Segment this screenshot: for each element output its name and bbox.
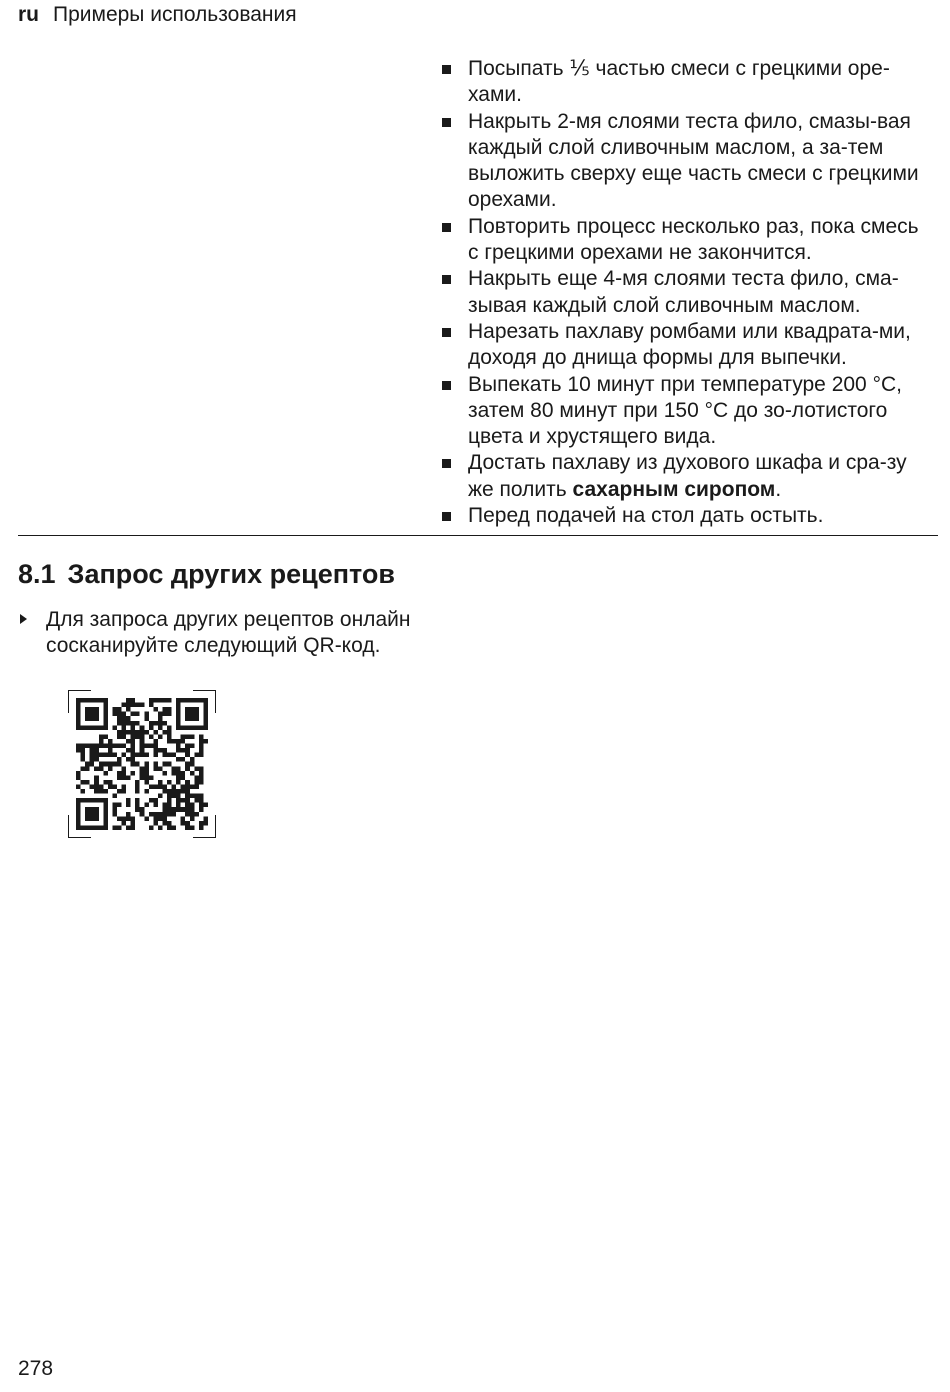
list-item	[440, 56, 930, 109]
step-text: Выпекать 10 минут при температуре 200 °C, затем 80 минут при 150 °C до зо-лотистого цвета и хрустящего вида.	[468, 372, 902, 449]
list-item	[440, 214, 930, 267]
list-item	[440, 450, 930, 503]
step-text: Повторить процесс несколько раз, пока смесь с грецкими орехами не закончится.	[468, 214, 919, 265]
chapter-title: Примеры использования	[53, 3, 297, 26]
recipe-steps-list	[440, 56, 930, 529]
instruction-step	[18, 607, 458, 660]
square-bullet-icon	[442, 512, 451, 521]
square-bullet-icon	[442, 118, 451, 127]
square-bullet-icon	[442, 459, 451, 468]
section-divider	[18, 535, 938, 536]
page-number: 278	[18, 1357, 54, 1380]
list-item	[440, 319, 930, 372]
step-text: Перед подачей на стол дать остыть.	[468, 504, 824, 528]
step-text: Нарезать пахлаву ромбами или квадрата-ми, доходя до днища формы для выпечки.	[468, 319, 911, 370]
language-code: ru	[18, 3, 39, 26]
qr-code-image[interactable]	[76, 698, 208, 830]
section-title: Запрос других рецептов	[67, 559, 395, 589]
square-bullet-icon	[442, 275, 451, 284]
syrup-link-text: сахарным сиропом	[572, 477, 776, 501]
instruction-text: Для запроса других рецептов онлайн сосканируйте следующий QR-код.	[46, 608, 411, 658]
step-text: Накрыть еще 4-мя слоями теста фило, сма-зывая каждый слой сливочным маслом.	[468, 267, 899, 317]
section-heading	[18, 557, 395, 591]
qr-code-frame	[68, 690, 216, 838]
triangle-bullet-icon	[20, 614, 27, 624]
square-bullet-icon	[442, 223, 451, 232]
square-bullet-icon	[442, 381, 451, 390]
step-text: Посыпать ⅕ частью смеси с грецкими оре-хами.	[468, 57, 890, 107]
square-bullet-icon	[442, 328, 451, 337]
step-text: Достать пахлаву из духового шкафа и сра-зу же полить сахарным сиропом.	[468, 451, 907, 501]
section-number: 8.1	[18, 559, 56, 589]
list-item	[440, 109, 930, 214]
square-bullet-icon	[442, 65, 451, 74]
page-header	[18, 2, 297, 28]
list-item	[440, 503, 930, 529]
list-item	[440, 372, 930, 451]
list-item	[440, 266, 930, 319]
step-text: Накрыть 2-мя слоями теста фило, смазы-вая каждый слой сливочным маслом, а за-тем выложить сверху еще часть смеси с грецкими орехами.	[468, 109, 919, 212]
